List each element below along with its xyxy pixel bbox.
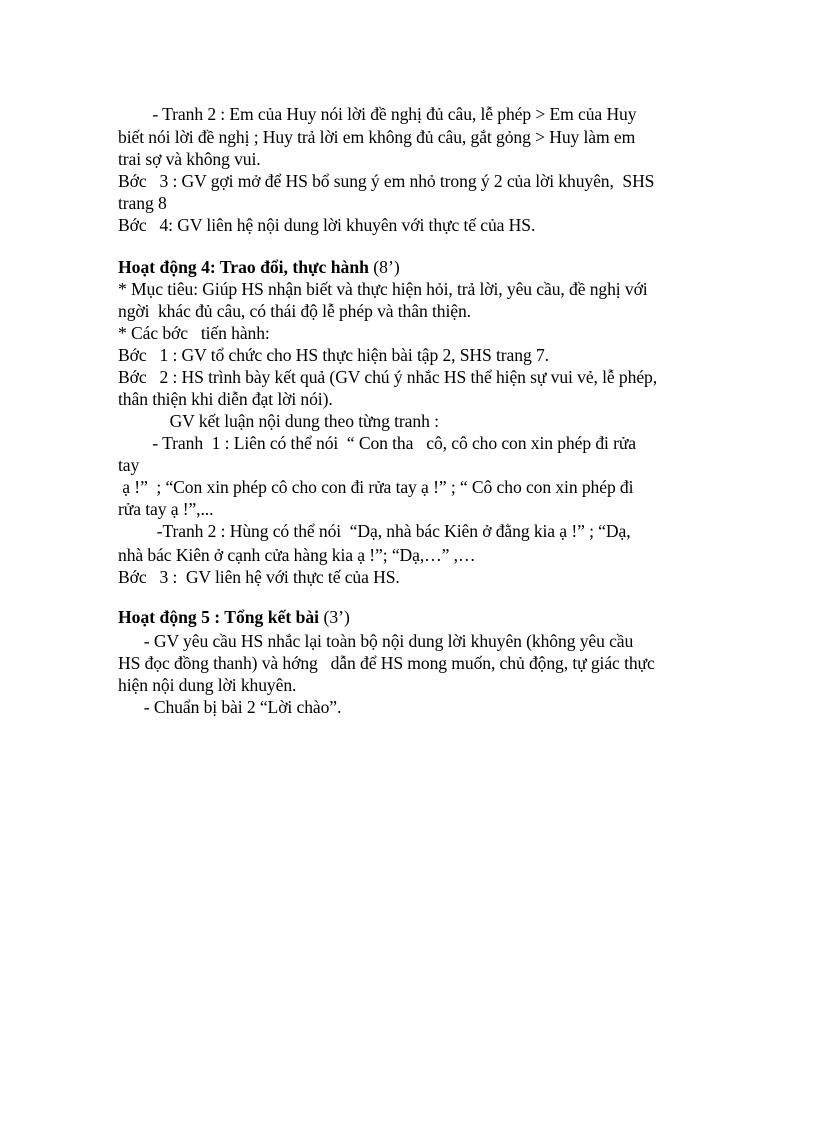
text-line: Bớc 3 : GV liên hệ với thực tế của HS. xyxy=(118,567,400,587)
heading-time: (8’) xyxy=(368,257,400,277)
text-line: - Tranh 1 : Liên có thể nói “ Con tha cô, cô cho con xin phép đi rửa xyxy=(118,433,637,453)
text-line: tay xyxy=(118,455,140,475)
heading-title: Hoạt động 4: Trao đổi, thực hành xyxy=(118,257,369,277)
text-line: trai sợ và không vui. xyxy=(118,149,261,169)
text-line: * Các bớc tiến hành: xyxy=(118,323,270,343)
text-line: Bớc 3 : GV gợi mở để HS bổ sung ý em nhỏ trong ý 2 của lời khuyên, SHS xyxy=(118,171,655,191)
text-line: trang 8 xyxy=(118,193,167,213)
text-line: Bớc 2 : HS trình bày kết quả (GV chú ý nhắc HS thể hiện sự vui vẻ, lễ phép, xyxy=(118,367,658,387)
text-line: GV kết luận nội dung theo từng tranh : xyxy=(118,411,439,431)
text-line: hiện nội dung lời khuyên. xyxy=(118,675,297,695)
text-line: HS đọc đồng thanh) và hớng dẫn để HS mong muốn, chủ động, tự giác thực xyxy=(118,653,655,673)
text-line: - GV yêu cầu HS nhắc lại toàn bộ nội dung lời khuyên (không yêu cầu xyxy=(118,631,634,651)
text-line: - Chuẩn bị bài 2 “Lời chào”. xyxy=(118,697,342,717)
text-line: ạ !” ; “Con xin phép cô cho con đi rửa tay ạ !” ; “ Cô cho con xin phép đi xyxy=(118,477,634,497)
text-line: rửa tay ạ !”,... xyxy=(118,499,214,519)
text-line: ngời khác đủ câu, có thái độ lễ phép và thân thiện. xyxy=(118,301,471,321)
text-line: - Tranh 2 : Em của Huy nói lời đề nghị đủ câu, lễ phép > Em của Huy xyxy=(118,104,637,124)
heading-title: Hoạt động 5 : Tổng kết bài xyxy=(118,607,320,627)
text-line: thân thiện khi diễn đạt lời nói). xyxy=(118,389,333,409)
text-line: Bớc 1 : GV tổ chức cho HS thực hiện bài tập 2, SHS trang 7. xyxy=(118,345,549,365)
text-line: nhà bác Kiên ở cạnh cửa hàng kia ạ !”; “Dạ,…” ,… xyxy=(118,545,476,565)
section-heading-5 xyxy=(118,606,350,628)
text-line: -Tranh 2 : Hùng có thể nói “Dạ, nhà bác Kiên ở đằng kia ạ !” ; “Dạ, xyxy=(118,521,631,541)
heading-time: (3’) xyxy=(319,607,350,627)
section-heading-4 xyxy=(118,256,400,278)
text-line: * Mục tiêu: Giúp HS nhận biết và thực hiện hỏi, trả lời, yêu cầu, đề nghị với xyxy=(118,279,648,299)
text-line: biết nói lời đề nghị ; Huy trả lời em không đủ câu, gắt gỏng > Huy làm em xyxy=(118,127,636,147)
text-line: Bớc 4: GV liên hệ nội dung lời khuyên với thực tế của HS. xyxy=(118,215,536,235)
